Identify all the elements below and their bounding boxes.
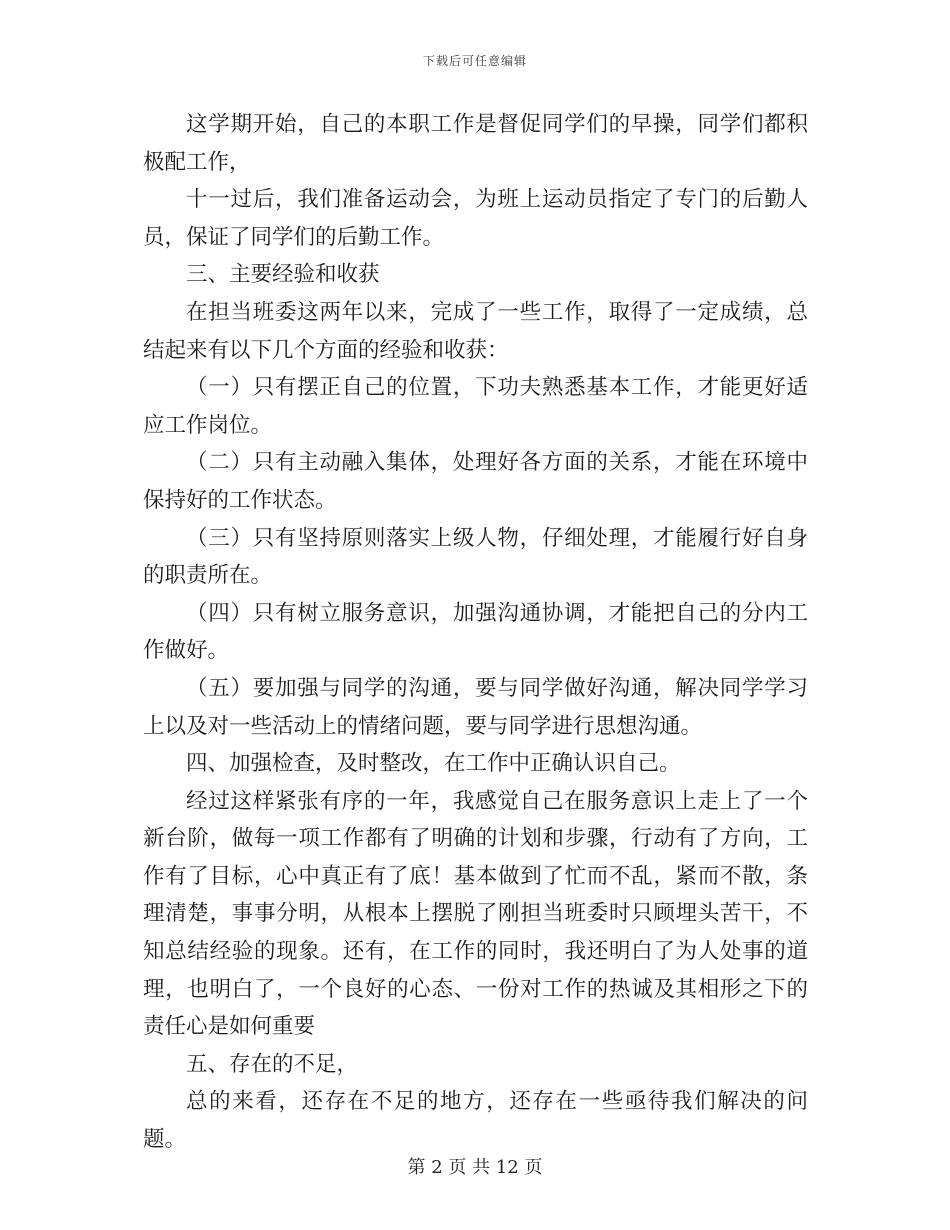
list-item: （四）只有树立服务意识，加强沟通协调，才能把自己的分内工作做好。 — [143, 600, 808, 664]
section-heading: 三、主要经验和收获 — [186, 262, 380, 288]
paragraph: 经过这样紧张有序的一年，我感觉自己在服务意识上走上了一个新台阶，做每一项工作都有了明确的计划和步骤，行动有了方向，工作有了目标，心中真正有了底！基本做到了忙而不乱，紧而不散，条理清楚，事事分明，从根本上摆脱了刚担当班委时只顾埋头苦干，不知总结经验的现象。还有，在工作的同时，我还明白了为人处事的道理，也明白了，一个良好的心态、一份对工作的热诚及其相形之下的责任心是如何重要 — [143, 788, 808, 1040]
list-item: （一）只有摆正自己的位置，下功夫熟悉基本工作，才能更好适应工作岗位。 — [143, 375, 808, 438]
page-header: 下载后可任意编辑 — [422, 54, 527, 68]
paragraph: 十一过后，我们准备运动会，为班上运动员指定了专门的后勤人员，保证了同学们的后勤工作。 — [143, 187, 808, 250]
list-item: （二）只有主动融入集体，处理好各方面的关系，才能在环境中保持好的工作状态。 — [143, 450, 808, 513]
page-number-footer: 第 2 页 共 12 页 — [407, 1157, 543, 1178]
list-item: （五）要加强与同学的沟通，要与同学做好沟通，解决同学学习上以及对一些活动上的情绪问题，要与同学进行思想沟通。 — [143, 675, 808, 739]
section-heading: 五、存在的不足， — [186, 1051, 359, 1077]
paragraph: 在担当班委这两年以来，完成了一些工作，取得了一定成绩，总结起来有以下几个方面的经验和收获： — [143, 299, 808, 363]
list-item: （三）只有坚持原则落实上级人物，仔细处理，才能履行好自身的职责所在。 — [143, 525, 808, 589]
document-body — [143, 106, 808, 1159]
paragraph: 这学期开始，自己的本职工作是督促同学们的早操，同学们都积极配工作， — [143, 112, 808, 175]
paragraph: 总的来看，还存在不足的地方，还存在一些亟待我们解决的问题。 — [143, 1089, 808, 1153]
section-heading: 四、加强检查，及时整改，在工作中正确认识自己。 — [186, 751, 681, 777]
